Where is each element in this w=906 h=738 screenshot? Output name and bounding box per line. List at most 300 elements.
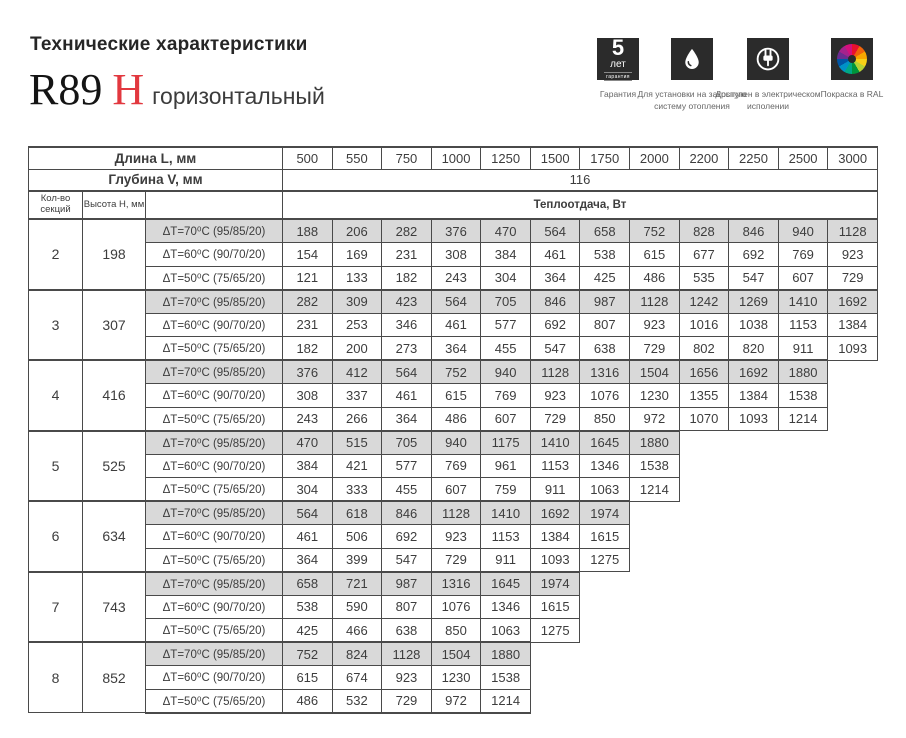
depth-label: Глубина V, мм [29, 169, 283, 191]
heat-value: 547 [382, 548, 432, 572]
heat-value: 618 [332, 501, 382, 525]
heat-value: 846 [729, 219, 779, 243]
height-header: Высота H, мм [83, 191, 146, 219]
heat-value: 121 [283, 266, 333, 290]
empty-cell [679, 666, 729, 690]
heat-value: 940 [481, 360, 531, 384]
spec-table [28, 146, 878, 714]
heat-value: 304 [481, 266, 531, 290]
heat-value: 987 [580, 290, 630, 314]
heat-value: 1093 [729, 407, 779, 431]
empty-cell [729, 431, 779, 455]
heat-value: 577 [481, 313, 531, 337]
spec-row [29, 619, 878, 643]
heat-value: 1070 [679, 407, 729, 431]
heat-value: 1615 [530, 595, 580, 619]
depth-value: 116 [283, 169, 878, 191]
heat-value: 1230 [630, 384, 680, 408]
model-code: R89 [29, 65, 103, 114]
empty-cell [729, 666, 779, 690]
heat-value: 1538 [481, 666, 531, 690]
heat-value: 721 [332, 572, 382, 596]
spec-row [29, 337, 878, 361]
badge-caption: Покраска в RAL [820, 89, 884, 99]
heat-value: 1153 [530, 454, 580, 478]
heat-value: 607 [431, 478, 481, 502]
heat-value: 1316 [431, 572, 481, 596]
heat-value: 461 [530, 243, 580, 267]
empty-cell [778, 525, 828, 549]
empty-cell [530, 642, 580, 666]
heat-value: 972 [630, 407, 680, 431]
empty-cell [729, 642, 779, 666]
warranty-years: 5 [611, 35, 625, 60]
heat-value: 1269 [729, 290, 779, 314]
empty-cell [729, 501, 779, 525]
section-height: 525 [83, 431, 146, 502]
heat-value: 1076 [431, 595, 481, 619]
badge-caption: Для установки на закрытую систему отопления [637, 89, 747, 112]
empty-cell [729, 595, 779, 619]
heat-value: 923 [630, 313, 680, 337]
heat-value: 376 [283, 360, 333, 384]
badge-caption: Доступен в электрическом исполении [715, 89, 821, 112]
empty-cell [630, 525, 680, 549]
heat-value: 231 [382, 243, 432, 267]
heat-value: 1275 [530, 619, 580, 643]
heat-value: 466 [332, 619, 382, 643]
heat-value: 769 [431, 454, 481, 478]
empty-cell [729, 525, 779, 549]
delta-t-label: ΔT=50⁰C (75/65/20) [146, 548, 283, 572]
empty-cell [679, 501, 729, 525]
depth-row [29, 169, 878, 191]
empty-cell [679, 454, 729, 478]
delta-t-label: ΔT=60⁰C (90/70/20) [146, 384, 283, 408]
empty-cell [828, 642, 878, 666]
heat-value: 729 [630, 337, 680, 361]
heat-value: 425 [283, 619, 333, 643]
empty-cell [729, 454, 779, 478]
spec-row [29, 501, 878, 525]
heat-value: 200 [332, 337, 382, 361]
spec-row [29, 384, 878, 408]
empty-cell [729, 689, 779, 713]
empty-cell [679, 431, 729, 455]
heat-value: 1504 [630, 360, 680, 384]
heat-value: 364 [431, 337, 481, 361]
empty-cell [630, 619, 680, 643]
heat-value: 1346 [580, 454, 630, 478]
section-count: 8 [29, 642, 83, 713]
length-value: 1750 [580, 147, 630, 169]
heat-value: 337 [332, 384, 382, 408]
heat-value: 674 [332, 666, 382, 690]
heat-value: 461 [283, 525, 333, 549]
delta-t-label: ΔT=60⁰C (90/70/20) [146, 525, 283, 549]
heat-value: 1128 [630, 290, 680, 314]
heat-value: 1175 [481, 431, 531, 455]
empty-cell [580, 595, 630, 619]
empty-cell [530, 666, 580, 690]
heat-value: 1346 [481, 595, 531, 619]
length-value: 550 [332, 147, 382, 169]
heat-value: 282 [283, 290, 333, 314]
section-count: 4 [29, 360, 83, 431]
model-letter: H [112, 65, 145, 114]
empty-cell [828, 595, 878, 619]
empty-cell [729, 572, 779, 596]
heat-value: 638 [580, 337, 630, 361]
heat-value: 1538 [778, 384, 828, 408]
page-title: Технические характеристики [30, 34, 308, 55]
empty-cell [630, 642, 680, 666]
heat-value: 677 [679, 243, 729, 267]
heat-value: 309 [332, 290, 382, 314]
heat-value: 1214 [778, 407, 828, 431]
heat-value: 182 [382, 266, 432, 290]
heat-value: 470 [283, 431, 333, 455]
length-value: 1250 [481, 147, 531, 169]
length-label: Длина L, мм [29, 147, 283, 169]
heat-value: 1692 [828, 290, 878, 314]
heat-value: 455 [481, 337, 531, 361]
heat-value: 1214 [481, 689, 531, 713]
heat-value: 1656 [679, 360, 729, 384]
delta-t-label: ΔT=60⁰C (90/70/20) [146, 454, 283, 478]
heat-value: 729 [431, 548, 481, 572]
spec-row [29, 478, 878, 502]
heat-value: 308 [431, 243, 481, 267]
heat-value: 692 [729, 243, 779, 267]
empty-cell [828, 666, 878, 690]
heat-value: 346 [382, 313, 432, 337]
length-row [29, 147, 878, 169]
heat-value: 282 [382, 219, 432, 243]
delta-t-label: ΔT=60⁰C (90/70/20) [146, 666, 283, 690]
spec-table-body [29, 219, 878, 713]
heat-value: 1128 [828, 219, 878, 243]
delta-t-label: ΔT=50⁰C (75/65/20) [146, 478, 283, 502]
delta-t-label: ΔT=60⁰C (90/70/20) [146, 595, 283, 619]
heat-value: 824 [332, 642, 382, 666]
heat-value: 1410 [530, 431, 580, 455]
spec-row [29, 431, 878, 455]
heat-value: 266 [332, 407, 382, 431]
heat-value: 759 [481, 478, 531, 502]
electric-plug-icon [747, 38, 789, 80]
heat-value: 1093 [828, 337, 878, 361]
section-height: 634 [83, 501, 146, 572]
empty-cell [828, 407, 878, 431]
warranty-5-years-icon [597, 35, 639, 80]
empty-cell [580, 572, 630, 596]
section-height: 198 [83, 219, 146, 290]
section-count: 7 [29, 572, 83, 643]
heat-value: 1410 [778, 290, 828, 314]
empty-cell [729, 548, 779, 572]
empty-cell [778, 642, 828, 666]
empty-cell [828, 478, 878, 502]
heat-value: 425 [580, 266, 630, 290]
heat-value: 364 [382, 407, 432, 431]
length-value: 750 [382, 147, 432, 169]
empty-cell [828, 384, 878, 408]
spec-row [29, 407, 878, 431]
empty-cell [778, 689, 828, 713]
heat-value: 1128 [530, 360, 580, 384]
heat-value: 1355 [679, 384, 729, 408]
empty-cell [828, 689, 878, 713]
heat-value: 384 [283, 454, 333, 478]
length-value: 500 [283, 147, 333, 169]
heat-value: 486 [630, 266, 680, 290]
heat-value: 1242 [679, 290, 729, 314]
empty-cell [828, 572, 878, 596]
length-value: 1500 [530, 147, 580, 169]
heat-value: 1880 [481, 642, 531, 666]
heat-value: 1615 [580, 525, 630, 549]
delta-t-label: ΔT=70⁰C (95/85/20) [146, 290, 283, 314]
length-value: 2000 [630, 147, 680, 169]
heat-value: 423 [382, 290, 432, 314]
spec-row [29, 290, 878, 314]
heat-value: 182 [283, 337, 333, 361]
heat-value: 231 [283, 313, 333, 337]
empty-cell [729, 478, 779, 502]
empty-cell [828, 431, 878, 455]
heat-value: 304 [283, 478, 333, 502]
heat-value: 333 [332, 478, 382, 502]
heat-value: 658 [283, 572, 333, 596]
heat-value: 752 [283, 642, 333, 666]
heat-value: 564 [382, 360, 432, 384]
heat-value: 961 [481, 454, 531, 478]
empty-cell [778, 478, 828, 502]
heat-value: 1880 [778, 360, 828, 384]
heat-value: 1230 [431, 666, 481, 690]
heat-value: 1063 [580, 478, 630, 502]
spec-row [29, 642, 878, 666]
length-value: 2500 [778, 147, 828, 169]
length-value: 2200 [679, 147, 729, 169]
heat-value: 923 [828, 243, 878, 267]
length-value: 1000 [431, 147, 481, 169]
heat-value: 547 [729, 266, 779, 290]
section-count: 6 [29, 501, 83, 572]
heat-value: 376 [431, 219, 481, 243]
heat-value: 1038 [729, 313, 779, 337]
spec-row [29, 572, 878, 596]
section-height: 307 [83, 290, 146, 361]
empty-cell [630, 548, 680, 572]
heat-value: 769 [778, 243, 828, 267]
heat-value: 1880 [630, 431, 680, 455]
heat-value: 1384 [729, 384, 779, 408]
heat-value: 1692 [530, 501, 580, 525]
heat-value: 253 [332, 313, 382, 337]
empty-cell [778, 619, 828, 643]
heat-value: 1093 [530, 548, 580, 572]
heat-value: 911 [481, 548, 531, 572]
heat-value: 729 [530, 407, 580, 431]
heat-value: 364 [283, 548, 333, 572]
heat-value: 547 [530, 337, 580, 361]
delta-t-label: ΔT=70⁰C (95/85/20) [146, 431, 283, 455]
empty-cell [778, 572, 828, 596]
heat-value: 752 [630, 219, 680, 243]
empty-cell [828, 360, 878, 384]
empty-cell [630, 572, 680, 596]
empty-cell [778, 431, 828, 455]
spec-row [29, 266, 878, 290]
heat-value: 911 [530, 478, 580, 502]
delta-t-label: ΔT=70⁰C (95/85/20) [146, 360, 283, 384]
section-height: 416 [83, 360, 146, 431]
heat-value: 206 [332, 219, 382, 243]
heat-value: 615 [630, 243, 680, 267]
heat-value: 308 [283, 384, 333, 408]
heat-value: 729 [828, 266, 878, 290]
heat-value: 1153 [778, 313, 828, 337]
spec-row [29, 689, 878, 713]
heat-value: 535 [679, 266, 729, 290]
warranty-years-word: лет [610, 59, 626, 70]
heat-value: 461 [431, 313, 481, 337]
heat-value: 564 [283, 501, 333, 525]
delta-t-label: ΔT=60⁰C (90/70/20) [146, 243, 283, 267]
heat-value: 828 [679, 219, 729, 243]
heat-value: 615 [283, 666, 333, 690]
heat-value: 972 [431, 689, 481, 713]
sections-count-header: Кол-во секций [29, 191, 83, 219]
heat-value: 1153 [481, 525, 531, 549]
delta-header-blank [146, 191, 283, 219]
spec-row [29, 219, 878, 243]
heat-value: 1214 [630, 478, 680, 502]
empty-cell [778, 666, 828, 690]
heat-value: 923 [530, 384, 580, 408]
heat-output-header: Теплоотдача, Вт [283, 191, 878, 219]
heat-value: 1076 [580, 384, 630, 408]
heat-value: 470 [481, 219, 531, 243]
heat-value: 1974 [530, 572, 580, 596]
heat-value: 506 [332, 525, 382, 549]
heat-value: 658 [580, 219, 630, 243]
heat-value: 911 [778, 337, 828, 361]
spec-row [29, 595, 878, 619]
heat-value: 692 [382, 525, 432, 549]
heat-value: 923 [382, 666, 432, 690]
length-value: 2250 [729, 147, 779, 169]
section-height: 743 [83, 572, 146, 643]
delta-t-label: ΔT=70⁰C (95/85/20) [146, 219, 283, 243]
empty-cell [679, 642, 729, 666]
ral-color-wheel-icon [831, 38, 873, 80]
heat-value: 1128 [382, 642, 432, 666]
heat-value: 590 [332, 595, 382, 619]
heat-value: 515 [332, 431, 382, 455]
section-count: 3 [29, 290, 83, 361]
empty-cell [679, 478, 729, 502]
heat-value: 1128 [431, 501, 481, 525]
delta-t-label: ΔT=70⁰C (95/85/20) [146, 642, 283, 666]
heat-value: 846 [530, 290, 580, 314]
heat-value: 769 [481, 384, 531, 408]
empty-cell [679, 548, 729, 572]
heat-value: 940 [431, 431, 481, 455]
heat-value: 1016 [679, 313, 729, 337]
delta-t-label: ΔT=70⁰C (95/85/20) [146, 572, 283, 596]
model-name [29, 66, 325, 114]
heat-value: 243 [431, 266, 481, 290]
length-value: 3000 [828, 147, 878, 169]
heat-value: 607 [778, 266, 828, 290]
heat-value: 412 [332, 360, 382, 384]
empty-cell [630, 689, 680, 713]
heat-value: 461 [382, 384, 432, 408]
heat-value: 133 [332, 266, 382, 290]
heat-value: 638 [382, 619, 432, 643]
heat-value: 987 [382, 572, 432, 596]
spec-row [29, 313, 878, 337]
empty-cell [679, 619, 729, 643]
empty-cell [679, 595, 729, 619]
heat-value: 807 [580, 313, 630, 337]
heat-value: 615 [431, 384, 481, 408]
heat-value: 820 [729, 337, 779, 361]
model-orientation: горизонтальный [152, 83, 325, 109]
heat-value: 692 [530, 313, 580, 337]
empty-cell [679, 572, 729, 596]
empty-cell [828, 454, 878, 478]
heat-value: 705 [481, 290, 531, 314]
delta-t-label: ΔT=50⁰C (75/65/20) [146, 689, 283, 713]
heat-value: 807 [382, 595, 432, 619]
heat-value: 1504 [431, 642, 481, 666]
heat-value: 850 [580, 407, 630, 431]
empty-cell [580, 642, 630, 666]
heat-value: 486 [431, 407, 481, 431]
heat-value: 1063 [481, 619, 531, 643]
empty-cell [630, 595, 680, 619]
empty-cell [828, 548, 878, 572]
heat-value: 802 [679, 337, 729, 361]
heat-value: 364 [530, 266, 580, 290]
delta-t-label: ΔT=50⁰C (75/65/20) [146, 266, 283, 290]
heat-value: 752 [431, 360, 481, 384]
heat-value: 1410 [481, 501, 531, 525]
empty-cell [580, 619, 630, 643]
heat-value: 154 [283, 243, 333, 267]
heat-value: 538 [580, 243, 630, 267]
heat-value: 399 [332, 548, 382, 572]
heat-value: 486 [283, 689, 333, 713]
empty-cell [828, 525, 878, 549]
heat-value: 1538 [630, 454, 680, 478]
empty-cell [729, 619, 779, 643]
heat-value: 564 [530, 219, 580, 243]
empty-cell [630, 501, 680, 525]
warranty-word: гарантия [606, 73, 630, 80]
delta-t-label: ΔT=50⁰C (75/65/20) [146, 337, 283, 361]
heat-value: 729 [382, 689, 432, 713]
empty-cell [580, 666, 630, 690]
heat-value: 532 [332, 689, 382, 713]
delta-t-label: ΔT=70⁰C (95/85/20) [146, 501, 283, 525]
section-count: 2 [29, 219, 83, 290]
empty-cell [630, 666, 680, 690]
